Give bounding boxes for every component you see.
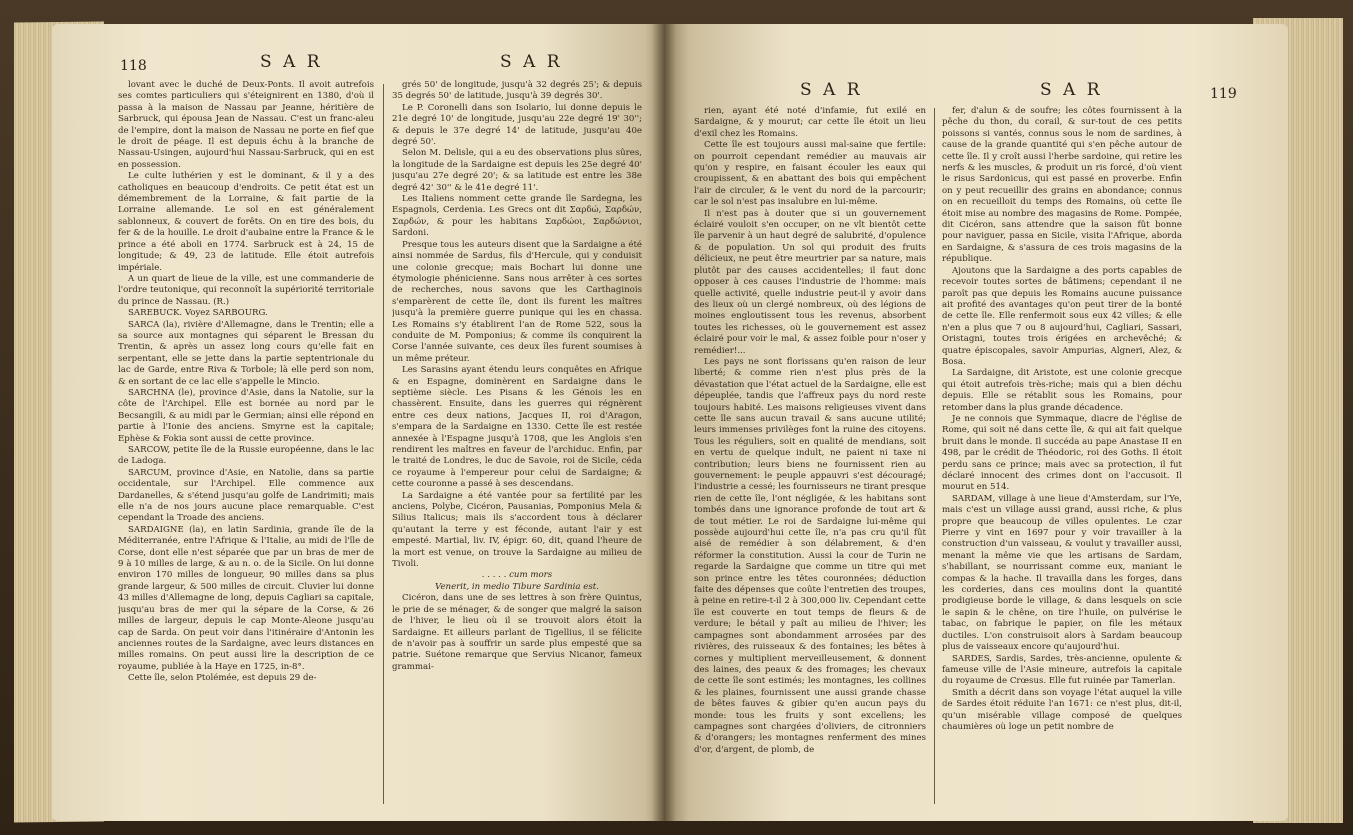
- verse-line: Venerit, in medio Tibure Sardinia est.: [435, 581, 599, 592]
- paragraph: Presque tous les auteurs disent que la Sardaigne a été ainsi nommée de Sardus, fils d'Hercule, qui y conduisit une colonie grecque; mais Bochart lui donne une étymologie phénicienne. Sans nous arrêter à ces sortes de recherches, nous savons que les Carthaginois s'emparèrent de cette île, dont ils furent les maîtres jusqu'à la première guerre punique qui les en chassa. Les Romains s'y établirent l'an de Rome 522, sous la conduite de M. Pomponius; & comme ils conquirent la Corse l'année suivante, ces deux îles furent soumises à un même préteur.: [392, 239, 642, 364]
- paragraph: Ajoutons que la Sardaigne a des ports capables de recevoir toutes sortes de bâtimens; cependant il ne paroît pas que depuis les Romains aucune puissance ait profité des avantages qu'on peut tirer de la bonté de cette île. Elle renfermoit sous eux 42 villes; & elle n'en a plus que 7 ou 8 aujourd'hui, Cagliari, Sassari, Oristagni, toutes trois érigées en archevêché; & quatre épiscopales, savoir Ampurias, Algneri, Alez, & Bosa.: [942, 265, 1182, 367]
- column-rule: [934, 108, 935, 804]
- paragraph: Selon M. Delisle, qui a eu des observations plus sûres, la longitude de la Sardaigne est depuis les 25e degré 40' jusqu'au 27e degré 20'; & sa latitude est entre les 38e degré 42' 30'' & le 41e degré 11'.: [392, 148, 642, 193]
- paragraph: SARDAIGNE (la), en latin Sardinia, grande île de la Méditerranée, entre l'Afrique & l'Italie, au midi de l'île de Corse, dont elle n'est séparée que par un bras de mer de 9 à 10 milles de large, & au n. o. de la Sicile. On lui donne environ 170 milles de longueur, 90 milles dans sa plus grande largeur, & 500 milles de circuit. Cluvier lui donne 43 milles d'Allemagne de long, depuis Cagliari sa capitale, jusqu'au bras de mer qui la sépare de la Corse, & 26 milles de largeur, depuis le cap Monte-Aleone jusqu'au cap de Sarda. On peut voir dans l'itinéraire d'Antonin les anciennes routes de la Sardaigne, avec leurs distances en milles romains. On peut aussi lire la description de ce royaume, publiée à la Haye en 1725, in-8°.: [118, 524, 374, 672]
- right-page-number: 119: [1210, 86, 1237, 102]
- verse-line: . . . . . cum mors: [481, 570, 553, 581]
- left-running-head-2: S A R: [500, 52, 563, 72]
- right-running-head-1: S A R: [800, 80, 863, 100]
- paragraph: rien, ayant été noté d'infamie, fut exilé en Sardaigne, & y mourut; car cette île étoit un lieu d'exil chez les Romains.: [694, 106, 926, 139]
- paragraph: SARDAM, village à une lieue d'Amsterdam, sur l'Ye, mais c'est un village aussi grand, aussi riche, & plus propre que beaucoup de villes opulentes. Le czar Pierre y vint en 1697 pour y voir travailler à la construction d'un vaisseau, & voulut y travailler aussi, menant la même vie que les artisans de Sardam, s'habillant, se nourrissant comme eux, maniant le compas & la hache. Il travailla dans les forges, dans les corderies, dans ces moulins dont la quantité prodigieuse borde le village, & dans lesquels on scie le sapin & le chêne, on tire l'huile, on pulvérise le tabac, on fabrique le papier, on file les métaux ductiles. L'on construisoit alors à Sardam beaucoup plus de vaisseaux encore qu'aujourd'hui.: [942, 493, 1182, 653]
- left-running-head-1: S A R: [260, 52, 323, 72]
- paragraph: Smith a décrit dans son voyage l'état auquel la ville de Sardes étoit réduite l'an 1671: ce n'est plus, dit-il, qu'un misérable village composé de quelques chaumières où loge un petit nombre de: [942, 687, 1182, 732]
- paragraph: Cicéron, dans une de ses lettres à son frère Quintus, le prie de se ménager, & de songer que malgré la saison de l'hiver, le lieu où il se trouvoit alors étoit la Sardaigne. Et ailleurs parlant de Tigellius, il se félicite de n'avoir pas à souffrir un sarde plus empesté que sa patrie. Suétone remarque que Servius Nicanor, fameux grammai-: [392, 593, 642, 672]
- paragraph: Il n'est pas à douter que si un gouvernement éclairé vouloit s'en occuper, on ne vît bientôt cette île parvenir à un haut degré de salubrité, d'opulence & de population. Un sol qui produit des fruits délicieux, ne peut être meurtrier par sa nature, mais plutôt par des causes accidentelles; il faut donc opposer à ces causes l'industrie de l'homme: mais quelle activité, quelle industrie peut-il y avoir dans des lieux où un clergé nombreux, où des légions de moines engloutissent tous les revenus, absorbent toutes les richesses, où le gouvernement est assez éclairé pour voir le mal, & assez foible pour n'oser y remédier!...: [694, 208, 926, 356]
- right-page-column-2: [942, 106, 1182, 808]
- paragraph: La Sardaigne, dit Aristote, est une colonie grecque qui étoit autrefois très-riche; mais qui a bien déchu depuis. Elle se rétablit sous les Romains, pour retomber dans la plus grande décadence.: [942, 368, 1182, 413]
- left-page-number: 118: [120, 58, 147, 74]
- book-gutter: [652, 24, 676, 821]
- right-page-column-1: [694, 106, 926, 808]
- left-page-column-2: [392, 80, 642, 808]
- paragraph: Les Sarasins ayant étendu leurs conquêtes en Afrique & en Espagne, dominèrent en Sardaigne dans le septième siècle. Les Pisans & les Génois les en chassèrent. Ensuite, dans les guerres qui régnèrent entre ces deux nations, Jacques II, roi d'Aragon, s'empara de la Sardaigne en 1330. Cette île est restée annexée à l'Espagne jusqu'à 1708, que les Anglois s'en rendirent les maîtres en faveur de l'archiduc. Enfin, par le traité de Londres, le duc de Savoie, roi de Sicile, céda ce royaume à l'empereur pour celui de Sardaigne; & cette couronne a passé à ses descendans.: [392, 365, 642, 490]
- paragraph: lovant avec le duché de Deux-Ponts. Il avoit autrefois ses comtes particuliers qui s'éteignirent en 1380, d'où il passa à la maison de Nassau par Jeanne, héritière de Sarbruck, qui épousa Jean de Nassau. C'est un franc-aleu de l'empire, dont la maison de Nassau ne porte en fief que le droit de péage. Il est depuis échu à la branche de Nassau-Usingen, aujourd'hui Nassau-Sarbruck, qui en est en possession.: [118, 80, 374, 170]
- paragraph: A un quart de lieue de la ville, est une commanderie de l'ordre teutonique, qui reconnoît la supériorité territoriale du prince de Nassau. (R.): [118, 273, 374, 307]
- paragraph: SARDES, Sardis, Sardes, très-ancienne, opulente & fameuse ville de l'Asie mineure, autrefois la capitale du royaume de Crœsus. Elle fut ruinée par Tamerlan.: [942, 653, 1182, 687]
- paragraph: SARCUM, province d'Asie, en Natolie, dans sa partie occidentale, sur l'Archipel. Elle commence aux Dardanelles, & s'étend jusqu'au golfe de Landrimiti; mais elle n'a de nos jours aucune place remarquable. C'est cependant la Troade des anciens.: [118, 467, 374, 524]
- paragraph: grés 50' de longitude, jusqu'à 32 degrés 25'; & depuis 35 degrés 50' de latitude, jusqu'à 39 degrés 30'.: [392, 80, 642, 102]
- paragraph: SARCOW, petite île de la Russie européenne, dans le lac de Ladoga.: [118, 445, 374, 467]
- paragraph: SAREBUCK. Voyez SARBOURG.: [128, 308, 268, 319]
- paragraph: Cette île est toujours aussi mal-saine que fertile: on pourroit cependant remédier au mauvais air qu'on y respire, en faisant écouler les eaux qui croupissent, & en abattant des bois qui empêchent l'air de circuler, & le vent du nord de la parcourir; car le sol n'est pas insalubre en lui-même.: [694, 140, 926, 208]
- paragraph: SARCA (la), rivière d'Allemagne, dans le Trentin; elle a sa source aux montagnes qui séparent le Bressan du Trentin, & après un assez long cours qu'elle fait en serpentant, elle se jette dans la partie septentrionale du lac de Garde, entre Riva & Torbole; là elle perd son nom, & en sortant de ce lac elle s'appelle le Mincio.: [118, 319, 374, 387]
- paragraph: Le P. Coronelli dans son Isolario, lui donne depuis le 21e degré 10' de longitude, jusqu'au 22e degré 19' 30''; & depuis le 37e degré 14' de latitude, jusqu'au 40e degré 50'.: [392, 102, 642, 148]
- paragraph: Cette île, selon Ptolémée, est depuis 29 de-: [128, 673, 317, 684]
- paragraph: Le culte luthérien y est le dominant, & il y a des catholiques en beaucoup d'endroits. Ce petit état est un démembrement de la Lorraine, & fait partie de la Lorraine allemande. Le sol en est généralement sablonneux, & couvert de forêts. On en tire des bois, du fer & de la houille. Le droit d'aubaine entre la France & le prince a été aboli en 1774. Sarbruck est à 24, 15 de longitude; & 49, 23 de latitude. Elle étoit autrefois impériale.: [118, 171, 374, 273]
- paragraph: La Sardaigne a été vantée pour sa fertilité par les anciens, Polybe, Cicéron, Pausanias, Pomponius Mela & Silius Italicus; mais ils s'accordent tous à déclarer qu'autant la terre y est féconde, autant l'air y est empesté. Martial, liv. IV, épigr. 60, dit, quand l'heure de la mort est venue, on trouve la Sardaigne au milieu de Tivoli.: [392, 490, 642, 570]
- paragraph: Je ne connois que Symmaque, diacre de l'église de Rome, qui soit né dans cette île, & qui ait fait quelque bruit dans le monde. Il succéda au pape Anastase II en 498, par le crédit de Théodoric, roi des Goths. Il étoit perdu sans ce prince; mais avec sa protection, il fut déclaré innocent des crimes dont on l'accusoit. Il mourut en 514.: [942, 413, 1182, 493]
- column-rule: [383, 84, 384, 804]
- paragraph: Les pays ne sont florissans qu'en raison de leur liberté; & comme rien n'est plus près de la dévastation que l'état actuel de la Sardaigne, elle est dépeuplée, tandis que l'affreux pays du nord reste toujours habité. Les maisons religieuses vivent dans cette île sans aucun travail & sans aucune utilité; leurs immenses privilèges font la ruine des citoyens. Tous les réguliers, soit en qualité de mendians, soit en vertu de quelque indult, ne paient ni taxe ni contribution; leurs biens ne fournissent rien au gouvernement: le peuple appauvri s'est découragé; l'industrie a cessé; les fournisseurs ne tirant presque rien de cette île, l'ont négligée, & les habitans sont tombés dans une ignorance profonde de tout art & de tout métier. Le roi de Sardaigne lui-même qui possède aujourd'hui cette île, n'a pas cru qu'il fût aisé de remédier à son délabrement, & d'en réformer la constitution. Aussi la cour de Turin ne regarde la Sardaigne que comme un titre qui met son prince entre les têtes couronnées; déduction faite des dépenses que coûte l'entretien des troupes, à peine en retire-t-il 2 à 300,000 liv. Cependant cette île est couverte en tout temps de fleurs & de verdure; le bétail y paît au milieu de l'hiver; les campagnes sont abondamment arrosées par des rivières, des ruisseaux & des fontaines; les bêtes à cornes y multiplient merveilleusement, & donnent des laines, des peaux & des fromages; les chevaux de cette île sont estimés; les montagnes, les collines & les plaines, fournissent une aussi grande chasse de bêtes fauves & gibier qu'en aucun pays du monde: tous les fruits y sont excellens; les campagnes sont chargées d'oliviers, de citronniers & d'orangers; les montagnes renferment des mines d'or, d'argent, de plomb, de: [694, 356, 926, 755]
- paragraph: fer, d'alun & de soufre; les côtes fournissent à la pêche du thon, du corail, & sur-tout de ces petits poissons si vantés, connus sous le nom de sardines, à cause de la grande quantité qui s'en pêche autour de cette île. Il y croît aussi l'herbe sardoine, qui retire les nerfs & les muscles, & produit un ris forcé, d'où vient le risus Sardonicus, qui est passé en proverbe. Enfin on y peut recueillir des grains en abondance; connus on en recueilloit du temps des Romains, où cette île étoit mise au nombre des magasins de Rome. Pompée, dit Cicéron, sans attendre que la saison fût bonne pour naviguer, passa en Sicile, visita l'Afrique, aborda en Sardaigne, & s'assura de ces trois magasins de la république.: [942, 106, 1182, 265]
- left-page-column-1: [118, 80, 374, 808]
- paragraph: Les Italiens nomment cette grande île Sardegna, les Espagnols, Cerdenia. Les Grecs ont dit Σαρδώ, Σαρδών, Σαρδών, & pour les habitans Σαρδώοι, Σαρδώνιοι, Sardoni.: [392, 194, 642, 239]
- right-running-head-2: S A R: [1040, 80, 1103, 100]
- paragraph: SARCHNA (le), province d'Asie, dans la Natolie, sur la côte de l'Archipel. Elle est bornée au nord par le Becsangili, & au midi par le Germian; ainsi elle répond en partie à l'Ionie des anciens. Smyrne est la capitale; Ephèse & Fokia sont aussi de cette province.: [118, 387, 374, 444]
